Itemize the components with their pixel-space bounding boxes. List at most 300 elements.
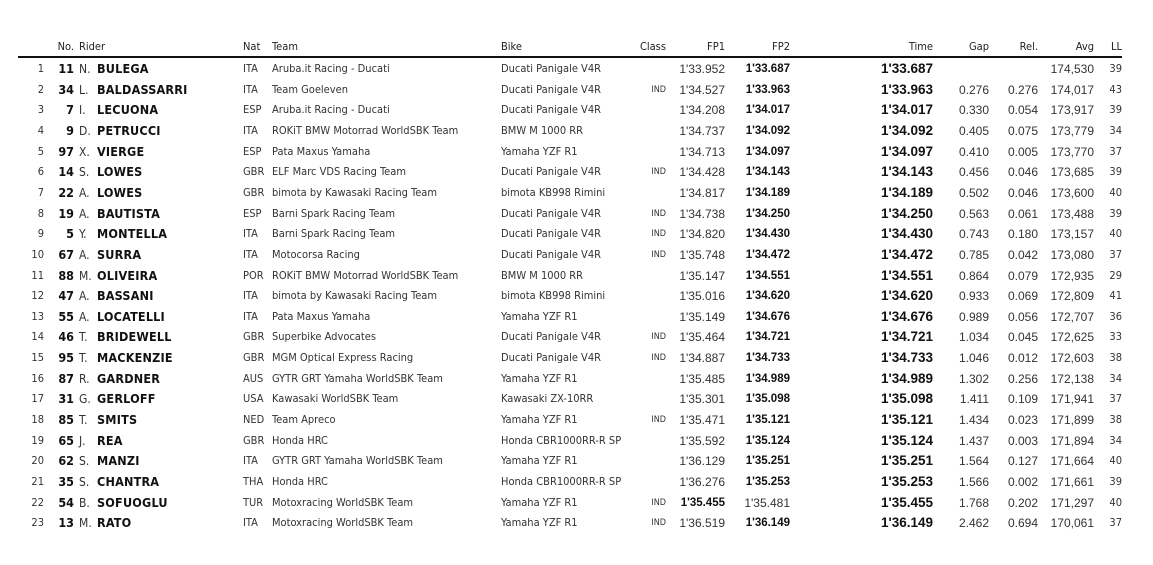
gap-to-leader: 2.462 [958, 516, 989, 531]
class-badge: IND [651, 249, 666, 260]
header-time: Time [908, 40, 933, 53]
team-name: Barni Spark Racing Team [272, 227, 396, 241]
table-row [0, 472, 1153, 492]
rider-number: 67 [58, 246, 74, 262]
rider-initial: N. [79, 62, 91, 76]
bike-model: Ducati Panigale V4R [501, 62, 601, 75]
position: 13 [31, 309, 44, 323]
best-time: 1'35.253 [880, 474, 933, 489]
rider-surname: SURRA [97, 246, 142, 262]
bike-model: Honda CBR1000RR-R SP [501, 433, 622, 447]
laps: 37 [1109, 516, 1122, 530]
fp2-time: 1'34.989 [745, 372, 790, 385]
nationality: AUS [243, 371, 264, 385]
fp2-time: 1'34.143 [745, 166, 790, 179]
rider-number: 62 [58, 453, 74, 469]
gap-to-leader: 0.933 [958, 289, 989, 304]
gap-to-leader: 0.563 [958, 206, 989, 221]
rider-number: 55 [58, 308, 74, 324]
class-badge: IND [651, 208, 666, 219]
fp1-time: 1'34.817 [679, 185, 725, 200]
rider-surname: LOCATELLI [97, 308, 165, 324]
rider-number: 97 [58, 143, 74, 159]
table-header [0, 37, 1153, 57]
class-badge: IND [651, 84, 666, 95]
average-speed: 172,707 [1050, 309, 1094, 324]
rider-surname: REA [97, 432, 123, 448]
rider-surname: OLIVEIRA [97, 267, 158, 283]
rider-number: 54 [58, 494, 74, 510]
laps: 39 [1109, 206, 1122, 220]
gap-to-leader: 0.456 [958, 165, 989, 180]
average-speed: 171,661 [1050, 475, 1094, 489]
table-row [0, 80, 1153, 100]
rider-initial: T. [79, 413, 88, 428]
best-time: 1'34.721 [880, 329, 933, 345]
table-row [0, 327, 1153, 347]
laps: 39 [1109, 475, 1122, 488]
gap-relative: 0.061 [1007, 206, 1038, 221]
gap-relative: 0.012 [1007, 351, 1038, 366]
average-speed: 173,080 [1050, 247, 1094, 262]
fp2-time: 1'35.251 [745, 455, 790, 468]
bike-model: Ducati Panigale V4R [501, 103, 601, 117]
rider-surname: LOWES [97, 164, 143, 180]
gap-to-leader: 0.405 [958, 123, 989, 138]
nationality: ITA [243, 309, 258, 323]
fp2-time: 1'35.481 [744, 495, 790, 510]
gap-to-leader: 1.434 [958, 413, 989, 428]
nationality: GBR [243, 330, 265, 344]
laps: 40 [1109, 454, 1122, 468]
rider-initial: I. [79, 103, 86, 118]
rider-number: 22 [58, 184, 74, 200]
table-row [0, 493, 1153, 513]
gap-to-leader: 0.410 [958, 144, 989, 159]
nationality: POR [243, 268, 264, 282]
average-speed: 174,530 [1050, 62, 1094, 76]
laps: 40 [1109, 185, 1122, 199]
rider-initial: B. [79, 495, 90, 510]
gap-relative: 0.109 [1007, 392, 1038, 407]
table-row [0, 431, 1153, 451]
best-time: 1'34.250 [880, 205, 933, 221]
fp1-time: 1'35.016 [679, 289, 725, 304]
fp1-time: 1'34.820 [679, 227, 725, 242]
bike-model: Ducati Panigale V4R [501, 351, 601, 365]
laps: 40 [1109, 227, 1122, 241]
fp2-time: 1'34.620 [745, 290, 790, 303]
rider-initial: G. [79, 392, 91, 407]
laps: 34 [1109, 433, 1122, 447]
class-badge: IND [651, 353, 666, 364]
gap-to-leader: 1.564 [958, 454, 989, 469]
position: 8 [37, 206, 44, 220]
gap-relative: 0.256 [1007, 371, 1038, 386]
position: 11 [31, 268, 44, 282]
rider-number: 7 [66, 102, 74, 118]
table-row [0, 245, 1153, 265]
laps: 39 [1109, 103, 1122, 117]
bike-model: Yamaha YZF R1 [501, 454, 578, 468]
nationality: TUR [243, 495, 264, 509]
nationality: GBR [243, 185, 265, 199]
rider-number: 47 [58, 288, 74, 304]
rider-initial: A. [79, 289, 90, 304]
table-row [0, 266, 1153, 286]
best-time: 1'35.124 [880, 432, 933, 448]
nationality: ITA [243, 62, 258, 75]
bike-model: Ducati Panigale V4R [501, 82, 601, 96]
fp1-time: 1'34.737 [679, 123, 725, 138]
laps: 37 [1109, 392, 1122, 406]
laps: 41 [1109, 289, 1122, 303]
rider-surname: BAUTISTA [97, 205, 160, 221]
position: 5 [37, 144, 44, 158]
rider-initial: S. [79, 475, 90, 489]
gap-relative: 0.694 [1007, 516, 1038, 531]
best-time: 1'34.189 [880, 184, 933, 200]
position: 12 [31, 289, 44, 303]
team-name: bimota by Kawasaki Racing Team [272, 289, 438, 303]
fp1-time: 1'36.129 [679, 454, 725, 469]
position: 3 [37, 103, 44, 117]
table-row [0, 451, 1153, 471]
team-name: GYTR GRT Yamaha WorldSBK Team [272, 454, 443, 468]
table-row [0, 307, 1153, 327]
rider-initial: D. [79, 123, 91, 138]
best-time: 1'34.676 [880, 308, 933, 324]
best-time: 1'35.121 [880, 412, 933, 428]
gap-to-leader: 0.743 [958, 227, 989, 242]
rider-initial: A. [79, 206, 90, 221]
average-speed: 172,603 [1050, 351, 1094, 366]
team-name: ROKiT BMW Motorrad WorldSBK Team [272, 268, 459, 282]
average-speed: 172,935 [1050, 268, 1094, 283]
class-badge: IND [651, 229, 666, 240]
best-time: 1'34.017 [880, 102, 933, 118]
table-row [0, 369, 1153, 389]
fp2-time: 1'33.687 [745, 63, 790, 75]
best-time: 1'34.430 [880, 226, 933, 242]
rider-number: 19 [58, 205, 74, 221]
position: 23 [31, 516, 44, 530]
table-row [0, 183, 1153, 203]
rider-number: 5 [66, 226, 74, 242]
rider-surname: BASSANI [97, 288, 154, 304]
fp2-time: 1'34.733 [745, 352, 790, 365]
laps: 34 [1109, 371, 1122, 385]
fp1-time: 1'36.276 [679, 475, 725, 489]
nationality: GBR [243, 165, 265, 179]
rider-number: 14 [58, 164, 74, 180]
laps: 29 [1109, 268, 1122, 282]
bike-model: Yamaha YZF R1 [501, 371, 578, 385]
laps: 37 [1109, 144, 1122, 158]
laps: 33 [1109, 330, 1122, 344]
rider-number: 11 [58, 61, 74, 76]
fp2-time: 1'34.189 [745, 186, 790, 199]
table-row [0, 121, 1153, 141]
gap-to-leader: 0.864 [958, 268, 989, 283]
team-name: MGM Optical Express Racing [272, 351, 414, 365]
rider-number: 85 [58, 412, 74, 428]
team-name: Barni Spark Racing Team [272, 206, 396, 220]
fp2-time: 1'34.250 [745, 207, 790, 220]
fp2-time: 1'35.098 [745, 393, 790, 406]
bike-model: Ducati Panigale V4R [501, 227, 601, 241]
team-name: GYTR GRT Yamaha WorldSBK Team [272, 371, 443, 385]
rider-surname: BRIDEWELL [97, 329, 172, 345]
fp2-time: 1'35.121 [745, 414, 790, 427]
fp2-time: 1'34.676 [745, 310, 790, 323]
position: 20 [31, 454, 44, 468]
team-name: Aruba.it Racing - Ducati [272, 103, 390, 117]
table-row [0, 162, 1153, 182]
fp2-time: 1'34.472 [745, 248, 790, 261]
gap-to-leader: 1.411 [959, 392, 989, 407]
rider-number: 88 [58, 267, 74, 283]
best-time: 1'34.092 [880, 122, 933, 138]
rider-initial: S. [79, 454, 90, 469]
table-row [0, 59, 1153, 79]
average-speed: 173,917 [1050, 103, 1094, 118]
rider-initial: S. [79, 165, 90, 180]
rider-initial: M. [79, 268, 92, 283]
nationality: GBR [243, 351, 265, 365]
nationality: ITA [243, 454, 258, 468]
gap-relative: 0.276 [1007, 82, 1038, 97]
gap-relative: 0.042 [1007, 247, 1038, 262]
fp1-time: 1'35.592 [679, 433, 725, 448]
table-row [0, 410, 1153, 430]
team-name: bimota by Kawasaki Racing Team [272, 185, 438, 199]
position: 17 [31, 392, 44, 406]
fp1-time: 1'34.887 [679, 351, 725, 366]
position: 22 [31, 495, 44, 509]
laps: 34 [1109, 123, 1122, 137]
rider-surname: GERLOFF [97, 391, 156, 407]
bike-model: Yamaha YZF R1 [501, 413, 578, 427]
average-speed: 174,017 [1050, 82, 1094, 97]
nationality: ITA [243, 516, 258, 530]
average-speed: 172,809 [1050, 289, 1094, 304]
position: 19 [31, 433, 44, 447]
position: 4 [37, 123, 44, 137]
rider-surname: SOFUOGLU [97, 494, 168, 510]
bike-model: Yamaha YZF R1 [501, 495, 578, 509]
header-no: No. [57, 40, 74, 53]
bike-model: bimota KB998 Rimini [501, 185, 606, 199]
fp1-time: 1'36.519 [679, 516, 725, 531]
best-time: 1'34.472 [880, 246, 933, 262]
average-speed: 173,685 [1050, 165, 1094, 180]
team-name: Team Goeleven [272, 82, 348, 96]
fp2-time: 1'34.097 [745, 145, 790, 158]
team-name: Pata Maxus Yamaha [272, 309, 371, 323]
team-name: Team Apreco [272, 413, 336, 427]
best-time: 1'34.097 [880, 143, 933, 159]
fp1-time: 1'35.455 [680, 496, 725, 509]
average-speed: 170,061 [1050, 516, 1094, 531]
fp1-time: 1'35.301 [679, 392, 725, 407]
position: 15 [31, 351, 44, 365]
rider-surname: RATO [97, 515, 132, 531]
average-speed: 172,625 [1050, 330, 1094, 345]
bike-model: Yamaha YZF R1 [501, 144, 578, 158]
gap-relative: 0.046 [1007, 165, 1038, 180]
rider-initial: T. [79, 330, 88, 345]
rider-number: 95 [58, 350, 74, 366]
gap-to-leader: 1.566 [958, 475, 989, 489]
average-speed: 173,779 [1050, 123, 1094, 138]
gap-relative: 0.045 [1007, 330, 1038, 345]
rider-surname: SMITS [97, 412, 138, 428]
team-name: ROKiT BMW Motorrad WorldSBK Team [272, 123, 459, 137]
rider-surname: MANZI [97, 453, 140, 469]
nationality: GBR [243, 433, 265, 447]
table-row [0, 286, 1153, 306]
fp2-time: 1'35.124 [745, 434, 790, 447]
team-name: Aruba.it Racing - Ducati [272, 62, 390, 75]
fp1-time: 1'35.485 [679, 371, 725, 386]
team-name: ELF Marc VDS Racing Team [272, 165, 406, 179]
header-nat: Nat [243, 40, 261, 53]
position: 16 [31, 371, 44, 385]
bike-model: Ducati Panigale V4R [501, 247, 601, 261]
average-speed: 173,770 [1050, 144, 1094, 159]
fp2-time: 1'34.721 [745, 331, 790, 344]
nationality: ITA [243, 289, 258, 303]
rider-surname: MONTELLA [97, 226, 168, 242]
best-time: 1'35.251 [880, 453, 933, 469]
gap-relative: 0.046 [1007, 185, 1038, 200]
position: 14 [31, 330, 44, 344]
team-name: Motoxracing WorldSBK Team [272, 516, 414, 530]
laps: 38 [1109, 413, 1122, 427]
rider-number: 34 [58, 81, 74, 97]
gap-to-leader: 0.989 [958, 309, 989, 324]
gap-relative: 0.180 [1007, 227, 1038, 242]
rider-initial: A. [79, 185, 90, 200]
average-speed: 171,664 [1050, 454, 1094, 469]
team-name: Superbike Advocates [272, 330, 377, 344]
gap-to-leader: 1.046 [958, 351, 989, 366]
rider-initial: L. [79, 82, 89, 97]
fp2-time: 1'34.430 [745, 228, 790, 241]
average-speed: 172,138 [1050, 371, 1094, 386]
position: 18 [31, 413, 44, 427]
fp1-time: 1'35.149 [679, 309, 725, 324]
rider-initial: T. [79, 351, 88, 366]
rider-initial: M. [79, 516, 92, 531]
position: 7 [37, 185, 44, 199]
gap-relative: 0.005 [1007, 144, 1038, 159]
average-speed: 171,297 [1050, 495, 1094, 510]
team-name: Motoxracing WorldSBK Team [272, 495, 414, 509]
fp1-time: 1'35.147 [679, 268, 725, 283]
average-speed: 171,899 [1050, 413, 1094, 428]
team-name: Kawasaki WorldSBK Team [272, 392, 399, 406]
rider-initial: Y. [79, 227, 87, 242]
rider-surname: VIERGE [97, 143, 145, 159]
laps: 40 [1109, 495, 1122, 509]
gap-to-leader: 1.437 [958, 433, 989, 448]
fp1-time: 1'34.428 [679, 165, 725, 180]
nationality: ITA [243, 227, 258, 241]
laps: 38 [1109, 351, 1122, 365]
rider-surname: GARDNER [97, 370, 161, 386]
fp1-time: 1'35.471 [679, 413, 725, 428]
rider-surname: MACKENZIE [97, 350, 173, 366]
gap-to-leader: 1.302 [958, 371, 989, 386]
rider-initial: R. [79, 371, 90, 386]
average-speed: 173,600 [1050, 185, 1094, 200]
fp1-time: 1'34.208 [679, 103, 725, 118]
best-time: 1'36.149 [880, 515, 933, 531]
bike-model: Kawasaki ZX-10RR [501, 392, 594, 406]
best-time: 1'35.455 [880, 494, 933, 510]
header-fp2: FP2 [772, 40, 790, 53]
gap-relative: 0.127 [1007, 454, 1038, 469]
header-divider [18, 56, 1122, 58]
nationality: NED [243, 413, 265, 427]
class-badge: IND [651, 167, 666, 178]
best-time: 1'35.098 [880, 391, 933, 407]
gap-relative: 0.003 [1007, 433, 1038, 448]
nationality: ESP [243, 144, 262, 158]
position: 2 [37, 82, 44, 96]
header-rider: Rider [79, 40, 106, 53]
nationality: ESP [243, 103, 262, 117]
class-badge: IND [651, 415, 666, 426]
header-avg: Avg [1075, 40, 1094, 53]
fp1-time: 1'34.738 [679, 206, 725, 221]
fp1-time: 1'33.952 [679, 62, 725, 76]
best-time: 1'33.687 [880, 61, 933, 76]
fp2-time: 1'34.017 [745, 104, 790, 117]
laps: 39 [1109, 62, 1122, 75]
rider-number: 9 [66, 122, 74, 138]
header-team: Team [272, 40, 298, 53]
gap-relative: 0.023 [1007, 413, 1038, 428]
bike-model: Ducati Panigale V4R [501, 165, 601, 179]
table-row [0, 513, 1153, 533]
nationality: ITA [243, 247, 258, 261]
class-badge: IND [651, 332, 666, 343]
fp2-time: 1'35.253 [745, 476, 790, 488]
gap-relative: 0.054 [1007, 103, 1038, 118]
rider-surname: CHANTRA [97, 474, 160, 489]
best-time: 1'33.963 [880, 81, 933, 97]
gap-to-leader: 0.502 [958, 185, 989, 200]
rider-number: 46 [58, 329, 74, 345]
rider-number: 31 [58, 391, 74, 407]
table-row [0, 204, 1153, 224]
fp1-time: 1'34.713 [679, 144, 725, 159]
header-ll: LL [1110, 40, 1122, 53]
average-speed: 173,157 [1050, 227, 1094, 242]
team-name: Honda HRC [272, 433, 328, 447]
fp1-time: 1'34.527 [679, 82, 725, 97]
team-name: Motocorsa Racing [272, 247, 360, 261]
rider-surname: LOWES [97, 184, 143, 200]
position: 1 [37, 62, 44, 75]
header-bike: Bike [501, 40, 522, 53]
nationality: USA [243, 392, 264, 406]
class-badge: IND [651, 497, 666, 508]
bike-model: bimota KB998 Rimini [501, 289, 606, 303]
